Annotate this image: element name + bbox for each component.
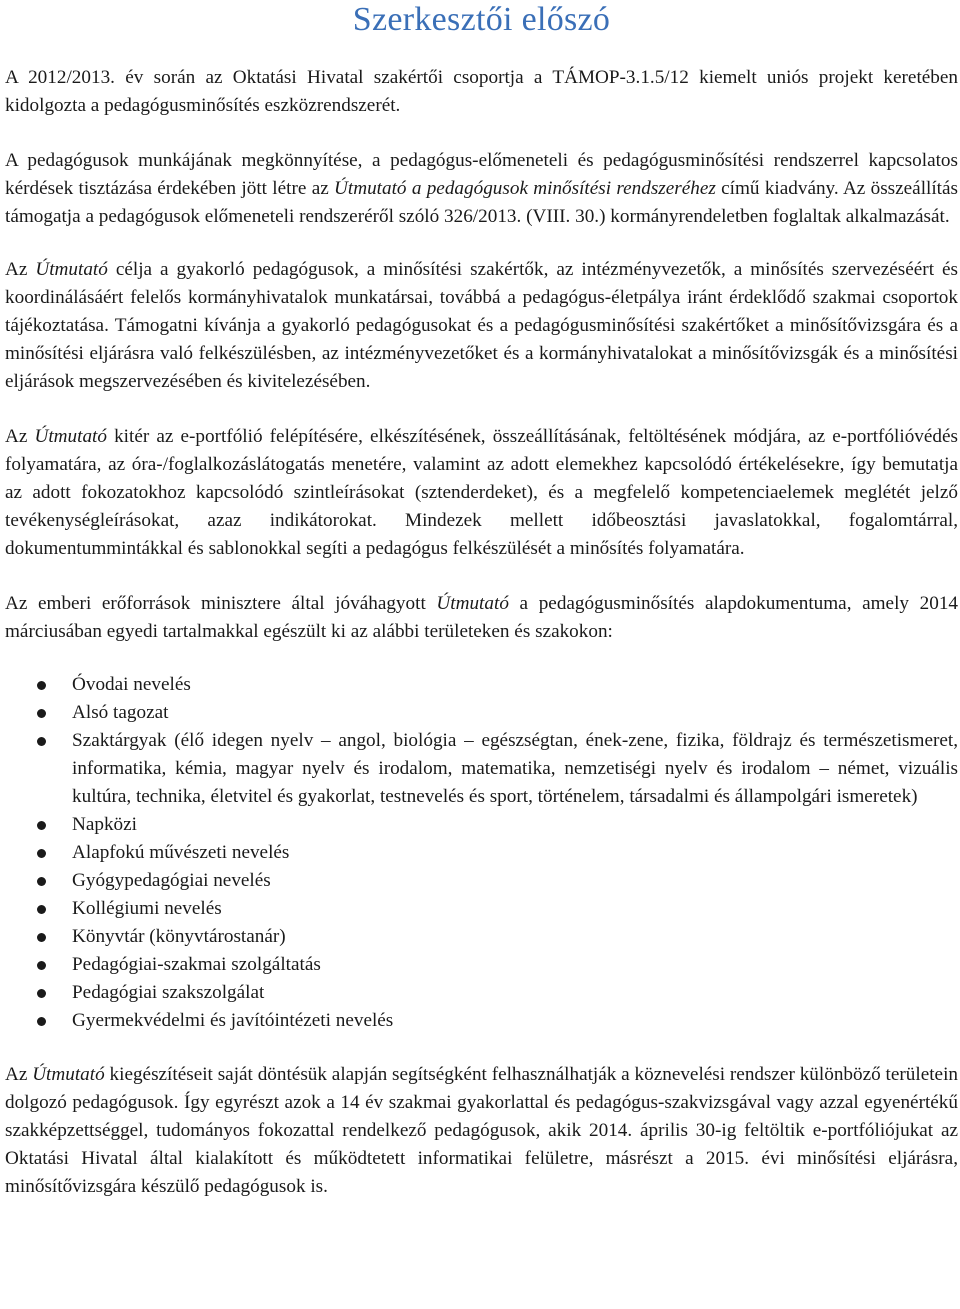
list-item [5, 867, 958, 895]
list-item-text: Könyvtár (könyvtárostanár) [72, 926, 286, 947]
list-item-text: Alapfokú művészeti nevelés [72, 842, 290, 863]
bullet-icon [37, 905, 46, 914]
bullet-icon [37, 737, 46, 746]
bullet-icon [37, 961, 46, 970]
paragraph-purpose [5, 147, 958, 231]
list-item-text: Pedagógiai szakszolgálat [72, 982, 265, 1003]
list-item [5, 811, 958, 839]
bullet-icon [37, 681, 46, 690]
bullet-icon [37, 709, 46, 718]
list-item-text: Gyógypedagógiai nevelés [72, 870, 271, 891]
list-item [5, 951, 958, 979]
text-segment: kiegészítéseit saját döntésük alapján segítségként felhasználhatják a köznevelési rendszer különböző területein dolgozó pedagógusok. Így egyrészt azok a 14 év szakmai gyakorlattal és pedagógus-szakvizsgával vagy azzal egyenértékű szakképzettséggel, tudományos fokozattal rendelkező pedagógusok, akik 2014. április 30-ig feltöltik e-portfóliójukat az Oktatási Hivatal által kialakított és működtetett informatikai felületre, másrészt a 2015. évi minősítési eljárásra, minősítővizsgára készülő pedagógusok is. [5, 1064, 958, 1197]
bullet-icon [37, 1017, 46, 1026]
list-item [5, 727, 958, 811]
paragraph-goal [5, 256, 958, 396]
areas-list [5, 671, 958, 1035]
list-item [5, 839, 958, 867]
text-segment: a pedagógusminősítés alapdokumentuma, amely 2014 márciusában egyedi tartalmakkal egészült ki az alábbi területeken és szakokon: [5, 593, 959, 642]
list-item [5, 923, 958, 951]
page-title: Szerkesztői előszó [352, 1, 611, 38]
document-page [5, 0, 958, 1201]
guide-name: Útmutató [32, 1064, 105, 1085]
paragraph-usage [5, 1061, 958, 1201]
list-item-text: Kollégiumi nevelés [72, 898, 222, 919]
list-item-text: Gyermekvédelmi és javítóintézeti nevelés [72, 1010, 394, 1031]
list-item-text: Pedagógiai-szakmai szolgáltatás [72, 954, 321, 975]
list-item [5, 895, 958, 923]
list-item-text: Óvodai nevelés [72, 674, 191, 695]
text-segment: Az emberi erőforrások minisztere által jóváhagyott [5, 593, 437, 614]
bullet-icon [37, 849, 46, 858]
text-segment: Az [5, 259, 36, 280]
bullet-icon [37, 821, 46, 830]
paragraph-intro: A 2012/2013. év során az Oktatási Hivatal szakértői csoportja a TÁMOP-3.1.5/12 kiemelt uniós projekt keretében kidolgozta a pedagógusminősítés eszközrendszerét. [5, 67, 958, 116]
bullet-icon [37, 933, 46, 942]
list-item [5, 1007, 958, 1035]
list-item [5, 699, 958, 727]
paragraph-content [5, 423, 958, 563]
paragraph-approval [5, 590, 958, 646]
bullet-icon [37, 989, 46, 998]
list-item-text: Alsó tagozat [72, 702, 169, 723]
text-segment: című kiadvány. Az összeállítás támogatja a pedagógusok előmeneteli rendszeréről szóló 326/2013. (VIII. 30.) kormányrendeletben foglaltak alkalmazását. [5, 178, 959, 227]
text-segment: Az [5, 426, 35, 447]
text-segment: célja a gyakorló pedagógusok, a minősítési szakértők, az intézményvezetők, a minősítés szervezéséért és koordinálásáért felelős kormányhivatalok munkatársai, továbbá a pedagógus-életpálya iránt érdeklődő szakmai csoportok tájékoztatása. Támogatni kívánja a gyakorló pedagógusokat és a pedagógusminősítési szakértőket a minősítővizsgára és a minősítési eljárásra való felkészülésben, az intézményvezetőket és a kormányhivatalokat a minősítővizsgák és a minősítési eljárások megszervezésében és kivitelezésében. [5, 259, 958, 392]
guide-name: Útmutató [436, 593, 509, 614]
guide-name: Útmutató [34, 426, 107, 447]
bullet-icon [37, 877, 46, 886]
list-item-text: Napközi [72, 814, 138, 835]
list-item [5, 671, 958, 699]
text-segment: Az [5, 1064, 33, 1085]
text-segment: A pedagógusok munkájának megkönnyítése, a pedagógus-előmeneteli és pedagógusminősítési rendszerrel kapcsolatos kérdések tisztázása érdekében jött létre az [5, 150, 958, 199]
list-item [5, 979, 958, 1007]
text-segment: kitér az e-portfólió felépítésére, elkészítésének, összeállításának, feltöltésének módjára, az e-portfólióvédés folyamatára, az óra-/foglalkozáslátogatás menetére, valamint az adott elemekhez kapcsolódó értékelésekre, így bemutatja az adott fokozatokhoz kapcsolódó szintleírásokat (sztenderdeket), és a megfelelő kompetenciaelemek meglétét jelző tevékenységleírásokat, azaz indikátorokat. Mindezek mellett időbeosztási javaslatokkal, fogalomtárral, dokumentummintákkal és sablonokkal segíti a pedagógus felkészülését a minősítés folyamatára. [5, 426, 958, 559]
publication-title: Útmutató a pedagógusok minősítési rendszeréhez [334, 178, 716, 199]
list-item-text: Szaktárgyak (élő idegen nyelv – angol, biológia – egészségtan, ének-zene, fizika, földrajz és természetismeret, informatika, kémia, magyar nyelv és irodalom, matematika, nemzetiségi nyelv és irodalom – német, vizuális kultúra, technika, életvitel és gyakorlat, testnevelés és sport, történelem, társadalmi és állampolgári ismeretek) [72, 730, 958, 807]
guide-name: Útmutató [35, 259, 108, 280]
